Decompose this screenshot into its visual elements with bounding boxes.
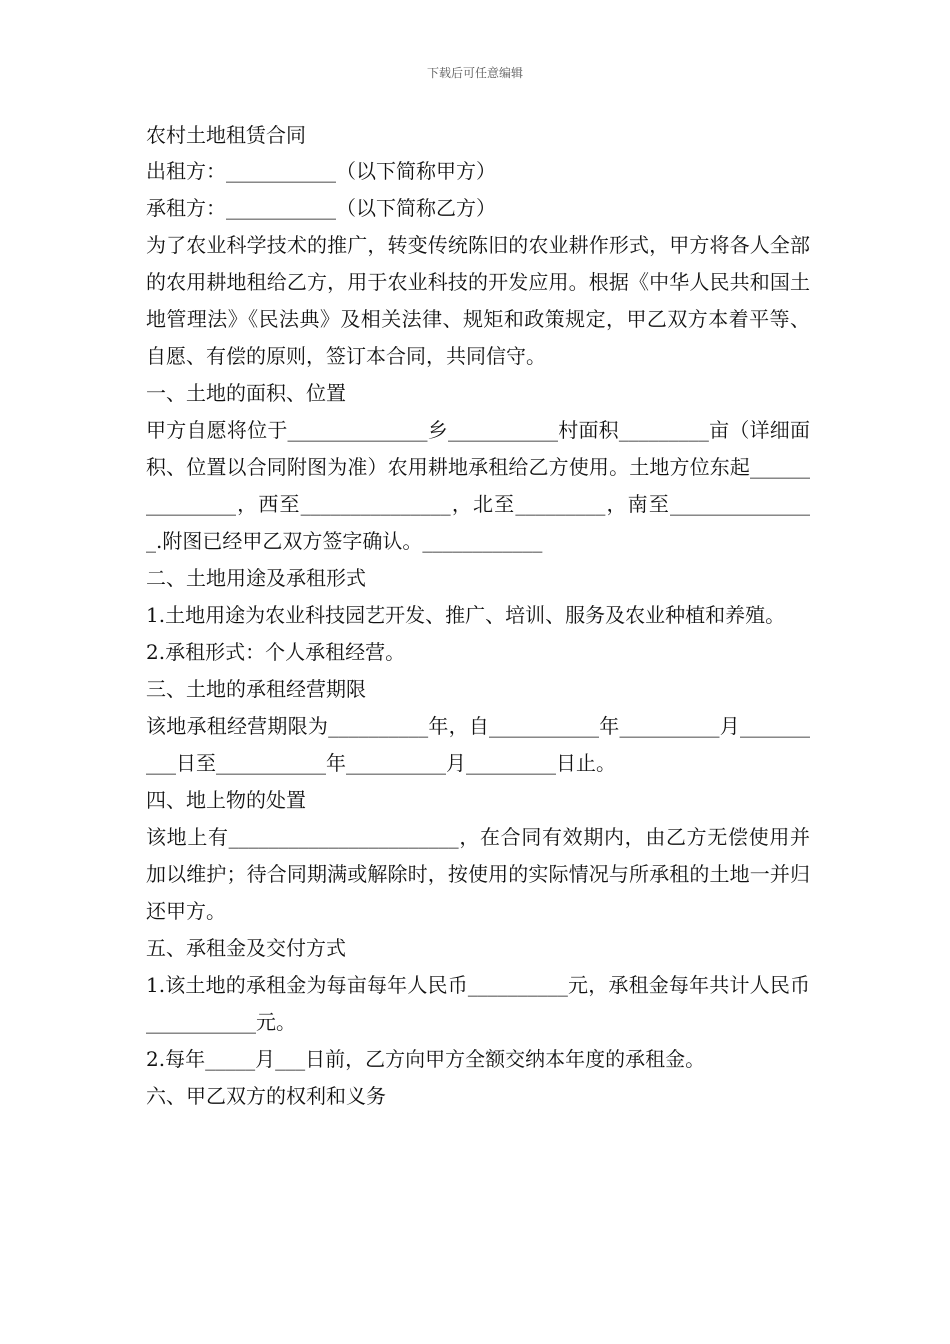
section-2-heading: 二、土地用途及承租形式 xyxy=(146,566,366,590)
section-5-item-2: 2.每年_____月___日前，乙方向甲方全额交纳本年度的承租金。 xyxy=(146,1047,706,1071)
section-2-item-1: 1.土地用途为农业科技园艺开发、推广、培训、服务及农业种植和养殖。 xyxy=(146,603,786,627)
section-4-body: 该地上有_______________________，在合同有效期内，由乙方无偿使用并加以维护；待合同期满或解除时，按使用的实际情况与所承租的土地一并归还甲方。 xyxy=(146,825,810,923)
section-1-body: 甲方自愿将位于______________乡___________村面积_________亩（详细面积、位置以合同附图为准）农用耕地承租给乙方使用。土地方位东起_______________，西至_______________，北至_________，南至_______________.附图已经甲乙双方签字确认。____________ xyxy=(146,418,810,553)
contract-document xyxy=(146,118,810,1115)
section-4-heading: 四、地上物的处置 xyxy=(146,788,306,812)
section-5-heading: 五、承租金及交付方式 xyxy=(146,936,346,960)
section-6-heading: 六、甲乙双方的权利和义务 xyxy=(146,1084,386,1108)
lessee-line: 承租方：___________（以下简称乙方） xyxy=(146,196,496,220)
page-header-note: 下载后可任意编辑 xyxy=(426,66,523,80)
section-3-heading: 三、土地的承租经营期限 xyxy=(146,677,366,701)
section-3-body: 该地承租经营期限为__________年，自___________年__________月__________日至___________年__________月_________日止。 xyxy=(146,714,810,775)
preamble-paragraph: 为了农业科学技术的推广，转变传统陈旧的农业耕作形式，甲方将各人全部的农用耕地租给乙方，用于农业科技的开发应用。根据《中华人民共和国土地管理法》《民法典》及相关法律、规矩和政策规定，甲乙双方本着平等、自愿、有偿的原则，签订本合同，共同信守。 xyxy=(146,233,810,368)
document-title: 农村土地租赁合同 xyxy=(146,123,306,147)
section-2-item-2: 2.承租形式：个人承租经营。 xyxy=(146,640,406,664)
section-1-heading: 一、土地的面积、位置 xyxy=(146,381,346,405)
lessor-line: 出租方：___________（以下简称甲方） xyxy=(146,159,496,183)
section-5-item-1: 1.该土地的承租金为每亩每年人民币__________元，承租金每年共计人民币___________元。 xyxy=(146,973,810,1034)
